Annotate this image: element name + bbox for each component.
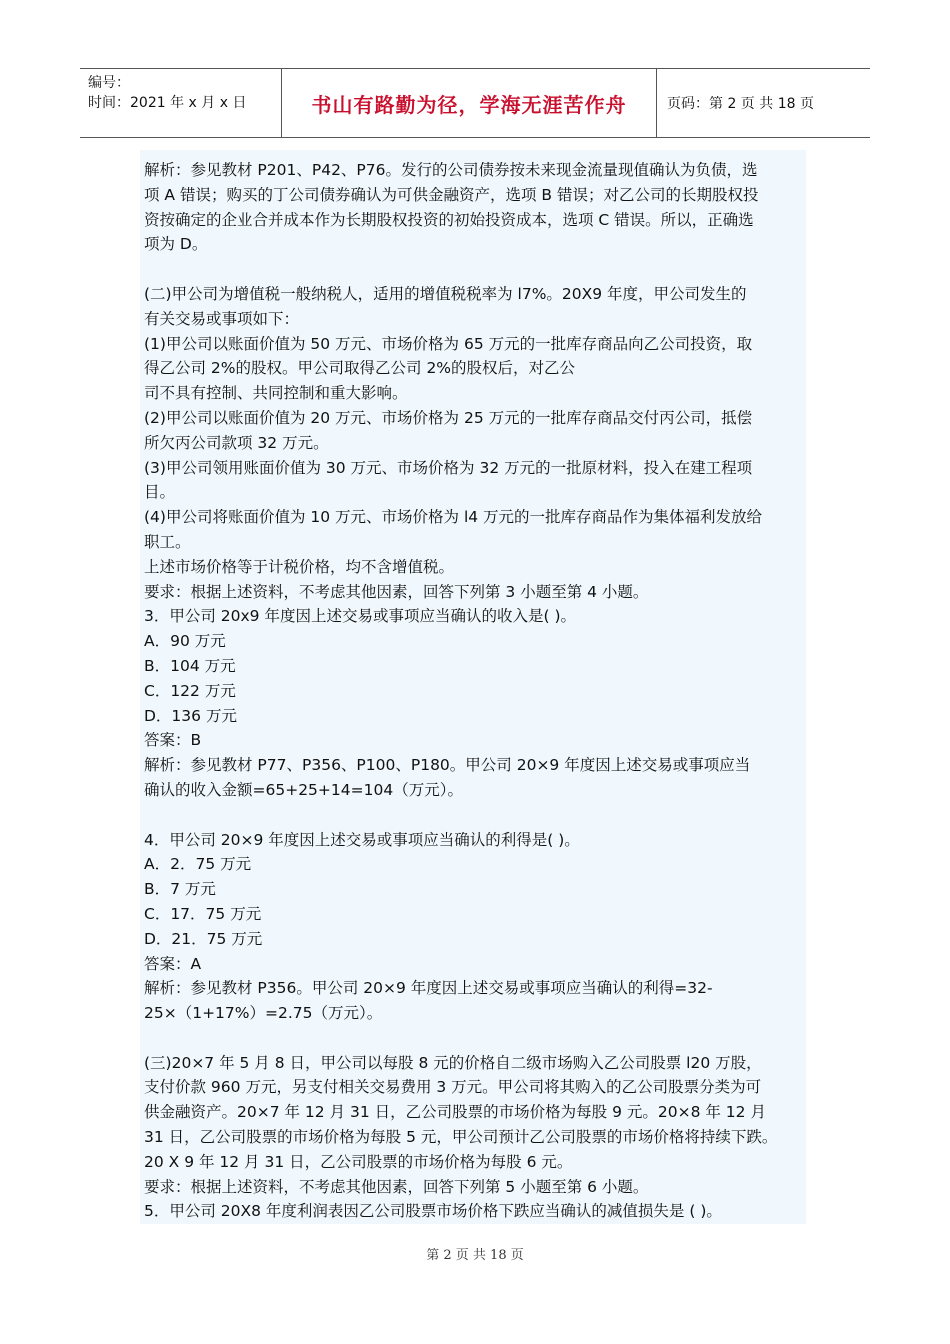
text-line: C．17．75 万元	[144, 904, 262, 923]
text-line: 项 A 错误；购买的丁公司债券确认为可供金融资产，选项 B 错误；对乙公司的长期股权投	[144, 185, 759, 204]
text-line: 5．甲公司 20X8 年度利润表因乙公司股票市场价格下跌应当确认的减值损失是 ( )。	[144, 1202, 722, 1221]
text-line: 支付价款 960 万元，另支付相关交易费用 3 万元。甲公司将其购入的乙公司股票分类为可	[144, 1078, 762, 1097]
text-line: (4)甲公司将账面价值为 10 万元、市场价格为 l4 万元的一批库存商品作为集体福利发放给	[144, 508, 763, 527]
header-meta	[80, 69, 282, 137]
text-line: 确认的收入金额=65+25+14=104（万元）。	[144, 780, 463, 799]
blank-line	[144, 1026, 806, 1051]
text-line: 4．甲公司 20×9 年度因上述交易或事项应当确认的利得是( )。	[144, 830, 580, 849]
text-line: 25×（1+17%）=2.75（万元）。	[144, 1004, 383, 1023]
text-line: 司不具有控制、共同控制和重大影响。	[144, 384, 408, 403]
text-line: B．7 万元	[144, 880, 216, 899]
text-line: 得乙公司 2%的股权。甲公司取得乙公司 2%的股权后，对乙公	[144, 359, 576, 378]
text-line: (二)甲公司为增值税一般纳税人，适用的增值税税率为 l7%。20X9 年度，甲公司发生的	[144, 284, 747, 303]
text-line: 解析：参见教材 P201、P42、P76。发行的公司债券按未来现金流量现值确认为负债，选	[144, 161, 758, 179]
text-line: B．104 万元	[144, 656, 236, 675]
text-line: 上述市场价格等于计税价格，均不含增值税。	[144, 557, 455, 576]
document-body	[140, 150, 806, 1224]
page-footer: 第 2 页 共 18 页	[426, 1248, 524, 1263]
page-header	[80, 68, 870, 138]
header-motto: 书山有路勤为径，学海无涯苦作舟	[282, 69, 657, 137]
text-line: 答案：B	[144, 731, 202, 750]
blank-line	[144, 257, 806, 282]
text-line: 解析：参见教材 P356。甲公司 20×9 年度因上述交易或事项应当确认的利得=32-	[144, 979, 713, 998]
text-line: 31 日，乙公司股票的市场价格为每股 5 元，甲公司预计乙公司股票的市场价格将持续下跌。	[144, 1128, 778, 1147]
text-line: 供金融资产。20×7 年 12 月 31 日，乙公司股票的市场价格为每股 9 元。20×8 年 12 月	[144, 1103, 766, 1122]
text-line: C．122 万元	[144, 681, 236, 700]
text-line: A．2．75 万元	[144, 855, 252, 874]
text-line: (2)甲公司以账面价值为 20 万元、市场价格为 25 万元的一批库存商品交付丙公司，抵偿	[144, 408, 753, 427]
text-line: 有关交易或事项如下：	[144, 309, 300, 328]
text-line: 要求：根据上述资料，不考虑其他因素，回答下列第 5 小题至第 6 小题。	[144, 1177, 649, 1196]
header-page-info: 页码：第 2 页 共 18 页	[667, 96, 814, 112]
text-line: 解析：参见教材 P77、P356、P100、P180。甲公司 20×9 年度因上述交易或事项应当	[144, 756, 751, 775]
text-line: 资按确定的企业合并成本作为长期股权投资的初始投资成本，选项 C 错误。所以，正确选	[144, 210, 754, 229]
time-label: 时间：2021 年 x 月 x 日	[88, 95, 247, 111]
text-line: 要求：根据上述资料，不考虑其他因素，回答下列第 3 小题至第 4 小题。	[144, 582, 649, 601]
text-line: 答案：A	[144, 954, 202, 973]
text-line: (三)20×7 年 5 月 8 日，甲公司以每股 8 元的价格自二级市场购入乙公司股票 l20 万股，	[144, 1053, 762, 1072]
text-line: D．136 万元	[144, 706, 237, 725]
text-line: (1)甲公司以账面价值为 50 万元、市场价格为 65 万元的一批库存商品向乙公司投资，取	[144, 334, 753, 353]
text-line: A．90 万元	[144, 632, 226, 651]
text-line: (3)甲公司领用账面价值为 30 万元、市场价格为 32 万元的一批原材料，投入在建工程项	[144, 458, 753, 477]
text-line: 3．甲公司 20x9 年度因上述交易或事项应当确认的收入是( )。	[144, 607, 576, 626]
number-label: 编号：	[88, 75, 130, 91]
text-line: 职工。	[144, 532, 191, 551]
blank-line	[144, 803, 806, 828]
text-line: 20 X 9 年 12 月 31 日，乙公司股票的市场价格为每股 6 元。	[144, 1152, 573, 1171]
text-line: 目。	[144, 483, 176, 502]
text-line: 所欠丙公司款项 32 万元。	[144, 433, 329, 452]
text-line: 项为 D。	[144, 235, 208, 254]
text-line: D．21．75 万元	[144, 929, 263, 948]
